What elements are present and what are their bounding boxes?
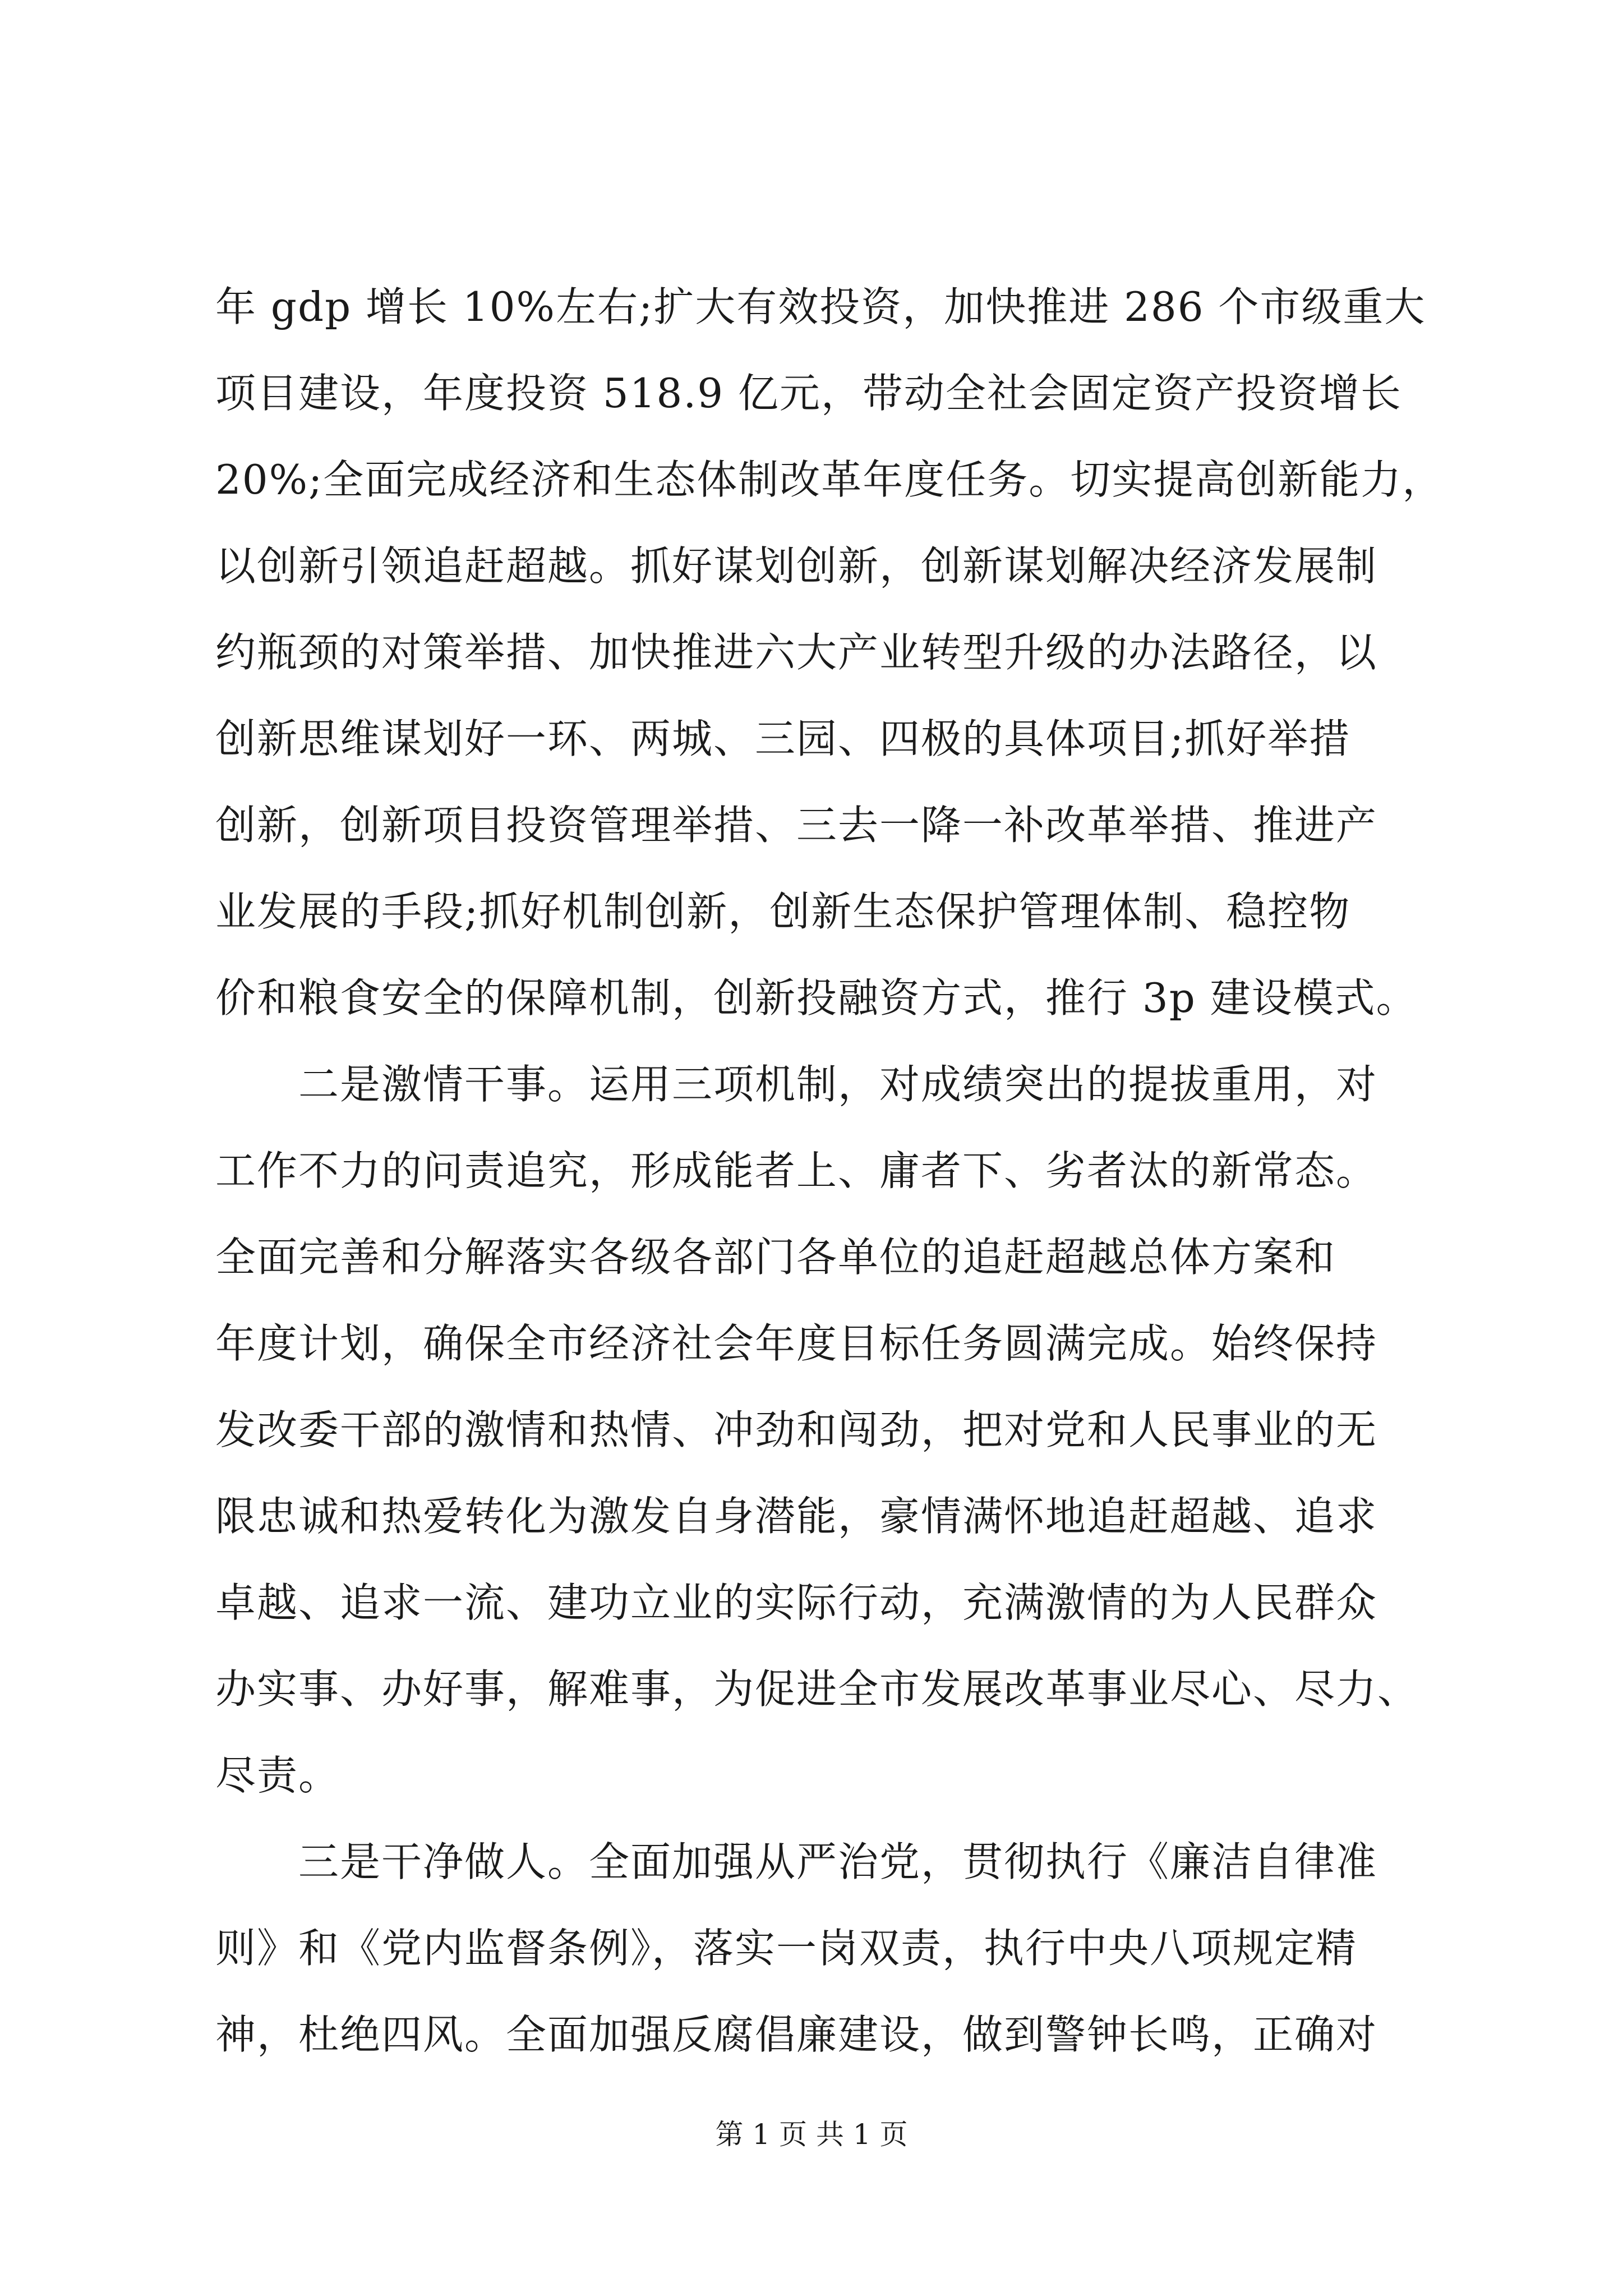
text-line: 年度计划，确保全市经济社会年度目标任务圆满完成。始终保持 (215, 1320, 1378, 1367)
text-line: 限忠诚和热爱转化为激发自身潜能，豪情满怀地追赶超越、追求 (215, 1493, 1378, 1540)
text-line: 工作不力的问责追究，形成能者上、庸者下、劣者汰的新常态。 (215, 1147, 1378, 1194)
text-line: 价和粮食安全的保障机制，创新投融资方式，推行 3p 建设模式。 (215, 974, 1418, 1022)
text-line: 办实事、办好事，解难事，为促进全市发展改革事业尽心、尽力、 (215, 1665, 1419, 1713)
text-line: 创新，创新项目投资管理举措、三去一降一补改革举措、推进产 (215, 802, 1378, 849)
body-text (215, 264, 1444, 2078)
page-number-label: 第 1 页 共 1 页 (715, 2118, 908, 2151)
text-line: 业发展的手段;抓好机制创新，创新生态保护管理体制、稳控物 (215, 888, 1351, 935)
text-line: 约瓶颈的对策举措、加快推进六大产业转型升级的办法路径，以 (215, 629, 1378, 676)
text-line: 二是激情干事。运用三项机制，对成绩突出的提拔重用，对 (215, 1061, 1378, 1108)
text-line: 以创新引领追赶超越。抓好谋划创新，创新谋划解决经济发展制 (215, 542, 1378, 590)
page-footer (0, 2115, 1623, 2154)
text-line: 卓越、追求一流、建功立业的实际行动，充满激情的为人民群众 (215, 1579, 1378, 1626)
text-line: 神，杜绝四风。全面加强反腐倡廉建设，做到警钟长鸣，正确对 (215, 2011, 1378, 2058)
text-line: 年 gdp 增长 10%左右;扩大有效投资，加快推进 286 个市级重大 (215, 283, 1426, 330)
text-line: 则》和《党内监督条例》，落实一岗双责，执行中央八项规定精 (215, 1925, 1358, 1972)
text-line: 全面完善和分解落实各级各部门各单位的追赶超越总体方案和 (215, 1234, 1336, 1281)
text-line: 尽责。 (215, 1752, 340, 1799)
text-line: 发改委干部的激情和热情、冲劲和闯劲，把对党和人民事业的无 (215, 1406, 1378, 1453)
text-line: 三是干净做人。全面加强从严治党，贯彻执行《廉洁自律准 (215, 1838, 1378, 1885)
text-line: 项目建设，年度投资 518.9 亿元，带动全社会固定资产投资增长 (215, 370, 1402, 417)
text-line: 20%;全面完成经济和生态体制改革年度任务。切实提高创新能力， (215, 456, 1444, 503)
text-line: 创新思维谋划好一环、两城、三园、四极的具体项目;抓好举措 (215, 715, 1351, 762)
